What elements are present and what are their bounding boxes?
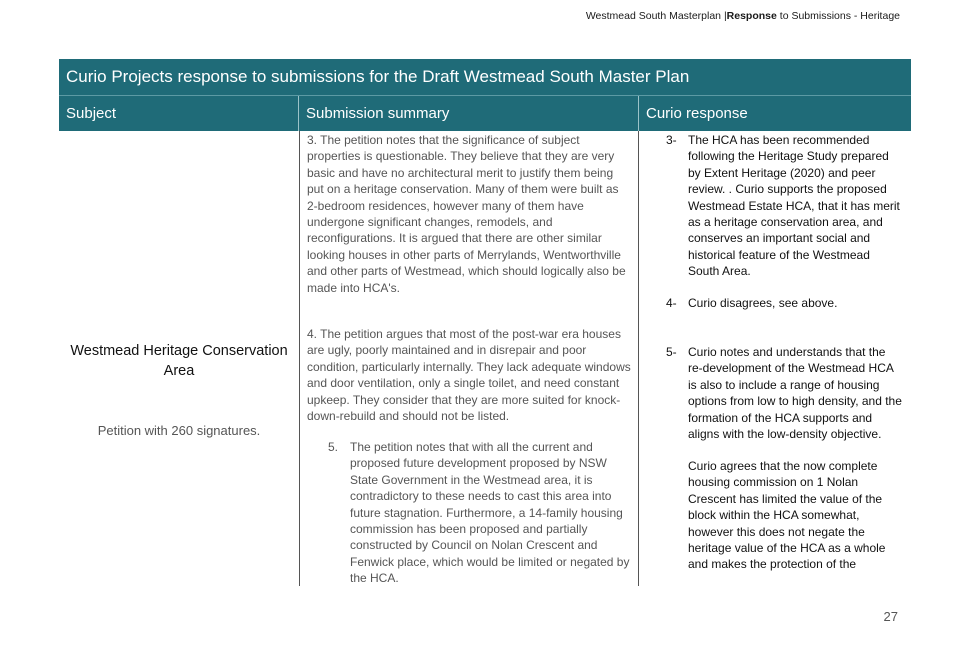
table-header-row <box>59 96 911 131</box>
table-row <box>59 131 911 586</box>
response-point-3 <box>666 132 903 280</box>
response-point-3-number: 3- <box>666 133 677 147</box>
response-point-4-number: 4- <box>666 296 677 310</box>
header-prefix: Westmead South Masterplan | <box>585 10 727 22</box>
subject-subtitle: Petition with 260 signatures. <box>97 423 261 438</box>
summary-point-4: 4. The petition argues that most of the post-war era houses are ugly, poorly maintained and in disrepair and poor condition, particularly internally. They lack adequate windows and door ventilation, only a single toilet, and need constant upkeep. They consider that they are more suited for knock-down-rebuild and should not be listed. <box>307 327 631 424</box>
response-point-4-text: Curio disagrees, see above. <box>688 296 838 310</box>
summary-point-3: 3. The petition notes that the significance of subject properties is questionable. They believe that they are very basic and have no architectural merit to justify them being put on a heritage conservation. Many of them were built as 2-bedroom residences, however many of them have undergone significant changes, remodels, and reconfigurations. It is argued that there are other similar looking houses in other parts of Merrylands, Wentworthville and other parts of Westmead, which should logically also be made into HCA's. <box>307 133 626 295</box>
column-header-response: Curio response <box>646 105 748 122</box>
response-point-5-continued: Curio agrees that the now complete housing commission on 1 Nolan Crescent has limited the value of the block within the HCA somewhat, however this does not negate the heritage value of the HCA as a whole and makes the protection of the <box>688 459 886 572</box>
response-point-3-text: The HCA has been recommended following the Heritage Study prepared by Extent Heritage (2020) and peer review. . Curio supports the proposed Westmead Estate HCA, that it has merit as a heritage conservation area, and conserves an important social and historical feature of the Westmead South Area. <box>688 133 900 279</box>
summary-point-5-number: 5. <box>328 440 339 454</box>
response-point-5 <box>666 344 903 442</box>
table-title: Curio Projects response to submissions for the Draft Westmead South Master Plan <box>59 59 911 96</box>
response-point-4 <box>666 295 903 311</box>
response-point-5-number: 5- <box>666 345 677 359</box>
running-header <box>586 10 900 22</box>
summary-point-5 <box>328 439 632 587</box>
response-table <box>59 59 911 586</box>
header-bold: Response <box>726 10 777 22</box>
column-header-summary: Submission summary <box>299 96 639 131</box>
response-point-5-text: Curio notes and understands that the re-development of the Westmead HCA is also to include a range of housing options from low to high density, and the formation of the HCA supports and aligns with the low-density objective. <box>688 345 902 442</box>
summary-cell <box>299 131 639 586</box>
subject-cell <box>59 131 299 586</box>
summary-point-5-text: The petition notes that with all the current and proposed future development proposed by NSW State Government in the Westmead area, it is contradictory to these needs to cast this area into future stagnation. Furthermore, a 14-family housing commission has been proposed and partially constructed by Council on Nolan Crescent and Fenwick place, which would be limited or negated by the HCA. <box>350 440 630 586</box>
response-cell <box>639 131 911 586</box>
page-number: 27 <box>883 609 898 624</box>
column-header-subject: Subject <box>59 96 299 131</box>
subject-title: Westmead Heritage Conservation Area <box>70 343 288 379</box>
header-suffix: to Submissions - Heritage <box>776 10 900 22</box>
